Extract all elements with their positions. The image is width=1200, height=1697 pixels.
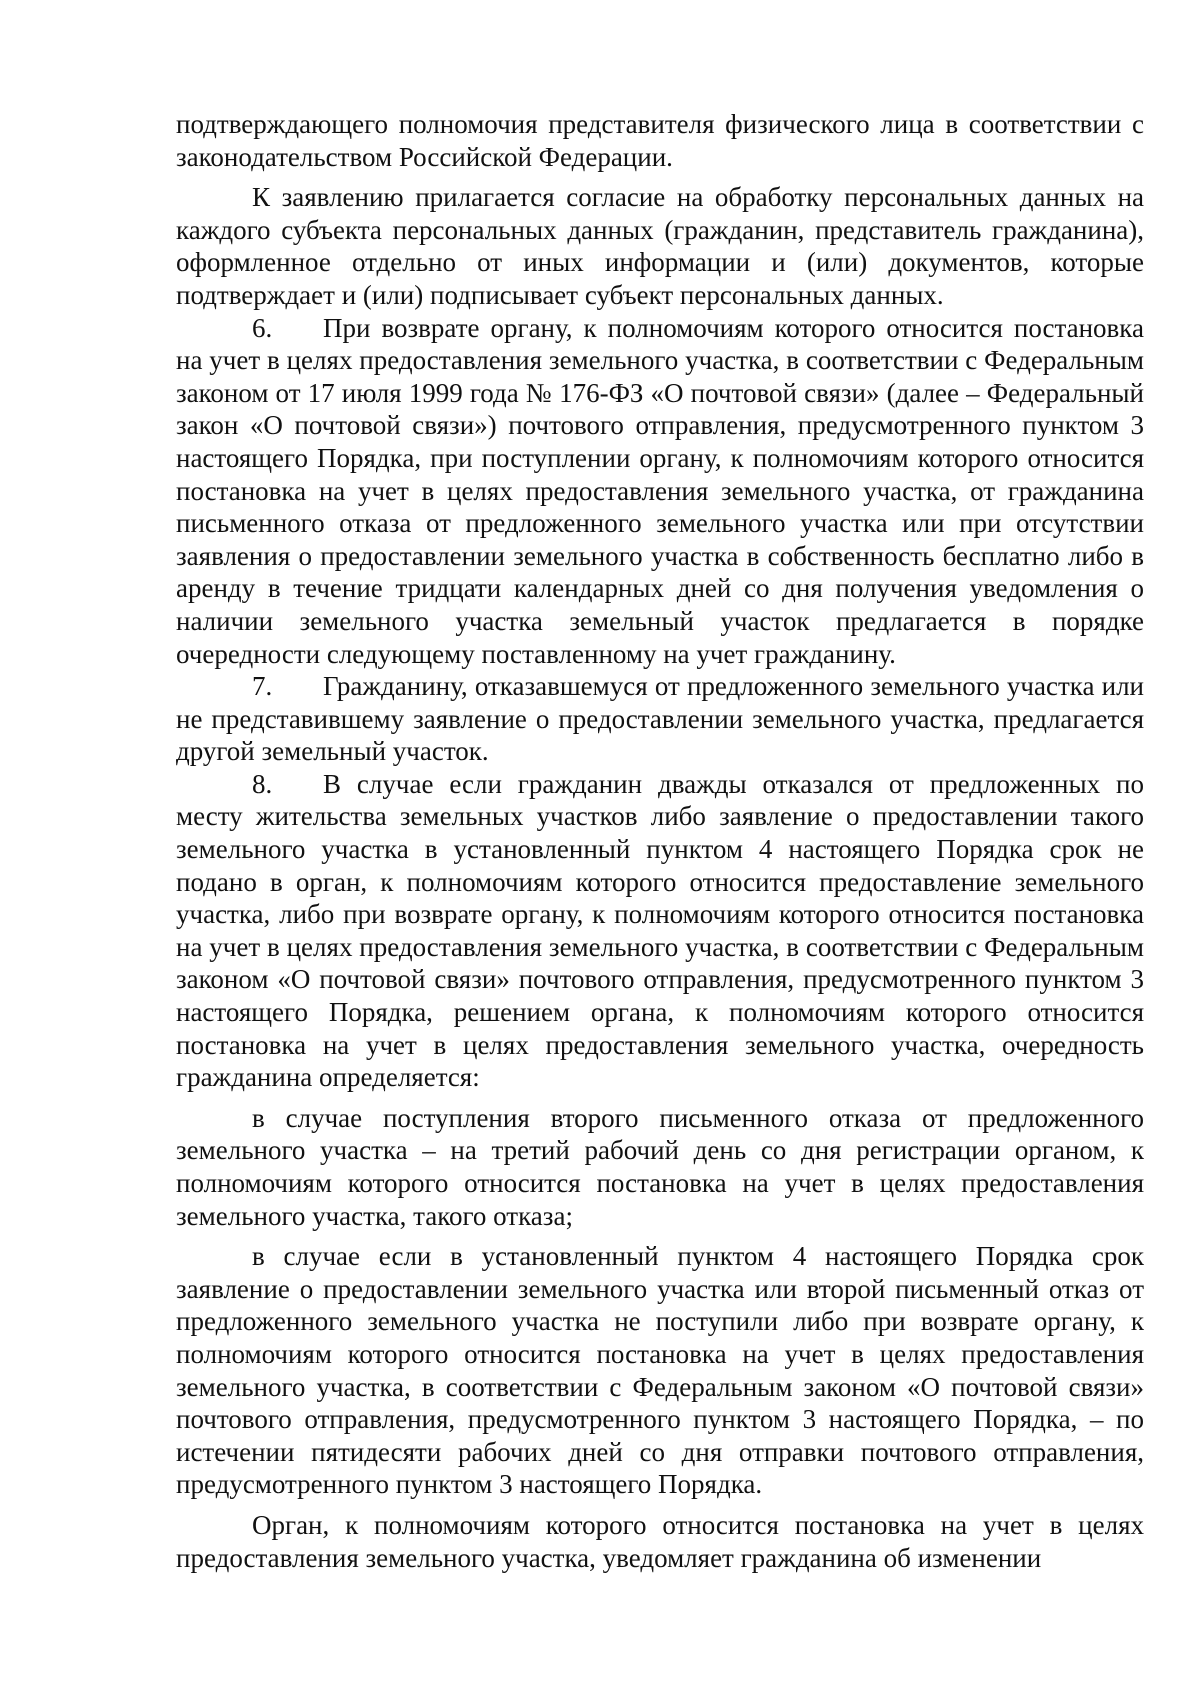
paragraph-item-8 (176, 768, 1144, 1094)
paragraph-text: в случае поступления второго письменного отказа от предложенного земельного участка – на третий рабочий день со дня регистрации органом, к полномочиям которого относится постановка на учет в целях предоставления земельного участка, такого отказа; (176, 1102, 1144, 1231)
paragraph-case-deadline (176, 1240, 1144, 1501)
document-page (176, 108, 1144, 1574)
paragraph-notification (176, 1509, 1144, 1574)
paragraph-text: Орган, к полномочиям которого относится постановка на учет в целях предоставления земельного участка, уведомляет гражданина об изменении (176, 1509, 1144, 1573)
paragraph-text: При возврате органу, к полномочиям которого относится постановка на учет в целях предоставления земельного участка, в соответствии с Федеральным законом от 17 июля 1999 года № 176-ФЗ «О почтовой связи» (далее – Федеральный закон «О почтовой связи») почтового отправления, предусмотренного пунктом 3 настоящего Порядка, при поступлении органу, к полномочиям которого относится постановка на учет в целях предоставления земельного участка, от гражданина письменного отказа от предложенного земельного участка или при отсутствии заявления о предоставлении земельного участка в собственность бесплатно либо в аренду в течение тридцати календарных дней со дня получения уведомления о наличии земельного участка земельный участок предлагается в порядке очередности следующему поставленному на учет гражданину. (176, 312, 1144, 669)
paragraph-text: К заявлению прилагается согласие на обработку персональных данных на каждого субъекта персональных данных (гражданин, представитель гражданина), оформленное отдельно от иных информации и (или) документов, которые подтверждает и (или) подписывает субъект персональных данных. (176, 182, 1144, 310)
paragraph-item-7 (176, 670, 1144, 768)
paragraph-text: Гражданину, отказавшемуся от предложенного земельного участка или не представившему заявление о предоставлении земельного участка, предлагается другой земельный участок. (176, 671, 1144, 767)
paragraph-case-second-refusal (176, 1102, 1144, 1232)
paragraph-continuation (176, 108, 1144, 173)
item-number: 8. (252, 768, 273, 799)
item-number: 6. (252, 312, 273, 343)
paragraph-text: подтверждающего полномочия представителя физического лица в соответствии с законодательством Российской Федерации. (176, 109, 1144, 172)
paragraph-text: В случае если гражданин дважды отказался от предложенных по месту жительства земельных участков либо заявление о предоставлении такого земельного участка в установленный пунктом 4 настоящего Порядка срок не подано в орган, к полномочиям которого относится предоставление земельного участка, либо при возврате органу, к полномочиям которого относится постановка на учет в целях предоставления земельного участка, в соответствии с Федеральным законом «О почтовой связи» почтового отправления, предусмотренного пунктом 3 настоящего Порядка, решением органа, к полномочиям которого относится постановка на учет в целях предоставления земельного участка, очередность гражданина определяется: (176, 768, 1144, 1093)
item-number: 7. (252, 671, 273, 702)
paragraph-item-6 (176, 312, 1144, 671)
paragraph-consent (176, 181, 1144, 311)
paragraph-text: в случае если в установленный пунктом 4 настоящего Порядка срок заявление о предоставлении земельного участка или второй письменный отказ от предложенного земельного участка не поступили либо при возврате органу, к полномочиям которого относится постановка на учет в целях предоставления земельного участка, в соответствии с Федеральным законом «О почтовой связи» почтового отправления, предусмотренного пунктом 3 настоящего Порядка, – по истечении пятидесяти рабочих дней со дня отправки почтового отправления, предусмотренного пунктом 3 настоящего Порядка. (176, 1241, 1144, 1500)
